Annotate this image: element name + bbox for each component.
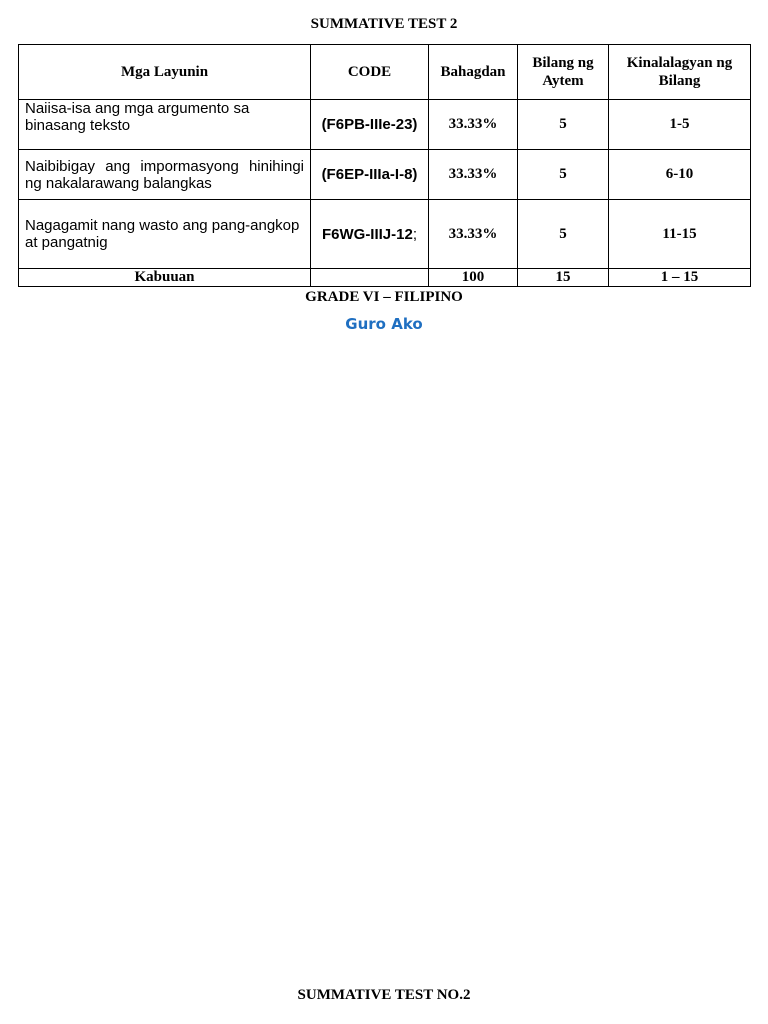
table-total-row <box>19 269 751 287</box>
grade-subject-heading: GRADE VI – FILIPINO <box>305 289 463 305</box>
item-placement-cell: 11-15 <box>609 200 751 269</box>
header-item-placement-line1: Kinalalagyan ng <box>626 55 733 71</box>
objective-cell: Nagagamit nang wasto ang pang-angkop at pangatnig <box>19 200 311 269</box>
author-name: Guro Ako <box>345 315 423 333</box>
total-code-cell <box>311 269 429 287</box>
header-percent: Bahagdan <box>429 45 518 100</box>
header-objectives: Mga Layunin <box>19 45 311 100</box>
percent-cell: 33.33% <box>429 150 518 200</box>
item-placement-cell: 1-5 <box>609 100 751 150</box>
header-item-count-line1: Bilang ng <box>532 55 594 71</box>
code-cell: (F6PB-IIIe-23) <box>311 100 429 150</box>
total-percent: 100 <box>429 269 518 287</box>
code-cell <box>311 200 429 269</box>
table-row <box>19 200 751 269</box>
objective-cell: Naibibigay ang impormasyong hinihingi ng nakalarawang balangkas <box>19 150 311 200</box>
total-item-count: 15 <box>518 269 609 287</box>
total-item-placement: 1 – 15 <box>609 269 751 287</box>
footer-title: SUMMATIVE TEST NO.2 <box>297 987 471 1003</box>
code-cell: (F6EP-IIIa-I-8) <box>311 150 429 200</box>
code-suffix: ; <box>412 225 418 243</box>
table-header-row <box>19 45 751 100</box>
table-row <box>19 100 751 150</box>
percent-cell: 33.33% <box>429 100 518 150</box>
table-of-specifications <box>18 44 751 287</box>
header-item-placement <box>609 45 751 100</box>
item-count-cell: 5 <box>518 100 609 150</box>
total-label: Kabuuan <box>19 269 311 287</box>
header-item-placement-line2: Bilang <box>658 73 701 89</box>
item-count-cell: 5 <box>518 150 609 200</box>
item-count-cell: 5 <box>518 200 609 269</box>
item-placement-cell: 6-10 <box>609 150 751 200</box>
percent-cell: 33.33% <box>429 200 518 269</box>
header-code: CODE <box>311 45 429 100</box>
code-value: F6WG-IIIJ-12 <box>321 225 413 243</box>
objective-cell: Naiisa-isa ang mga argumento sa binasang teksto <box>19 100 311 150</box>
header-item-count-line2: Aytem <box>542 73 584 89</box>
table-row <box>19 150 751 200</box>
document-title: SUMMATIVE TEST 2 <box>310 16 458 32</box>
header-item-count <box>518 45 609 100</box>
